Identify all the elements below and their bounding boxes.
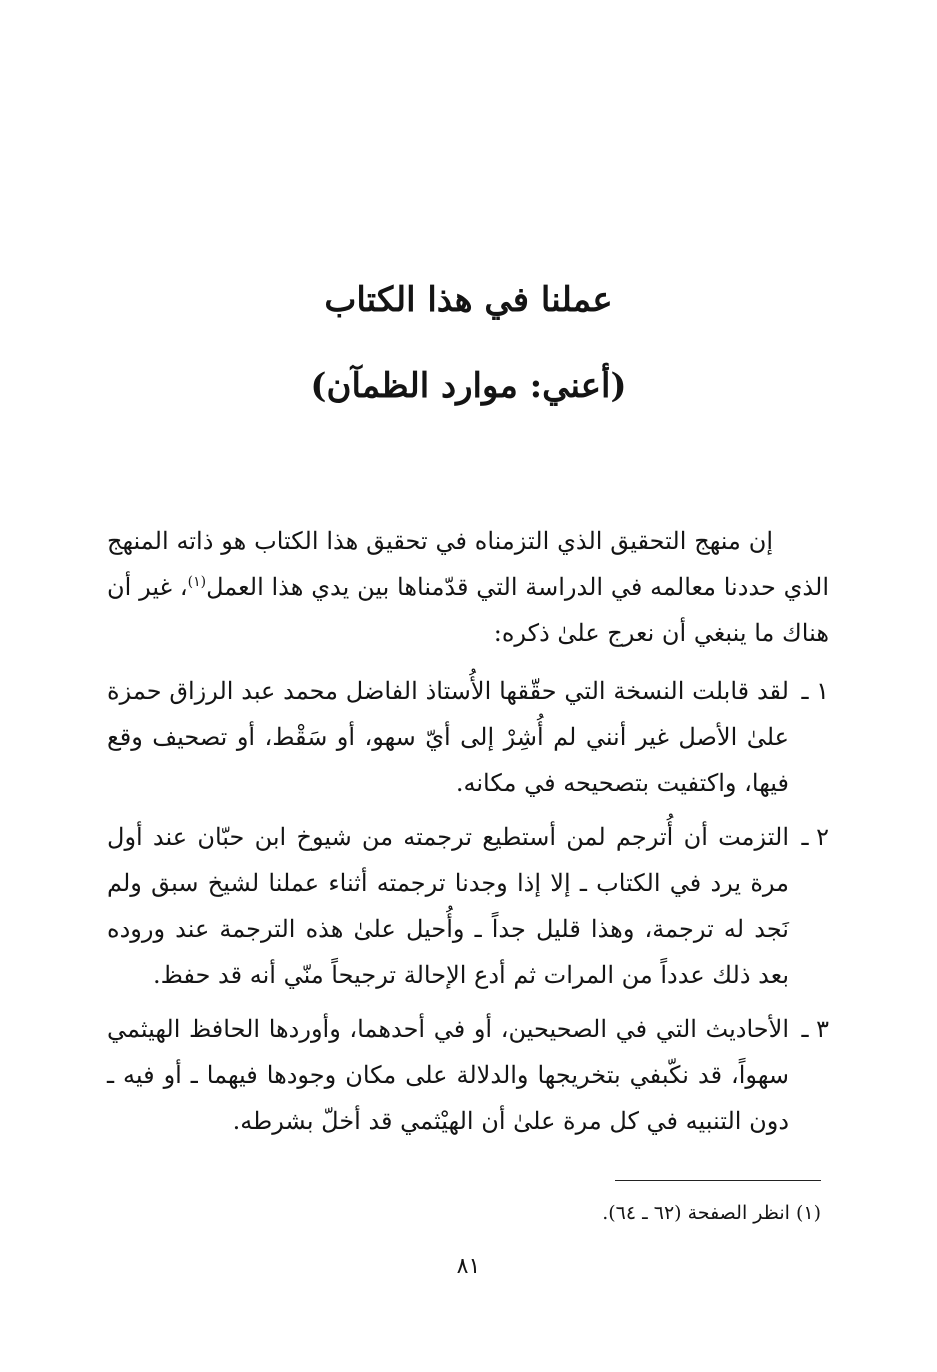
intro-paragraph bbox=[107, 518, 829, 656]
list-item-text: لقد قابلت النسخة التي حقّقها الأُستاذ الفاضل محمد عبد الرزاق حمزة علىٰ الأصل غير أنني لم أُشِرْ إلى أيّ سهو، أو سَقْط، أو تصحيف وقع فيها، واكتفيت بتصحيحه في مكانه. bbox=[107, 677, 789, 797]
list-item bbox=[107, 814, 829, 998]
intro-text-end: ، غير أن هناك ما ينبغي أن نعرج علىٰ ذكره: bbox=[107, 573, 829, 647]
page-subtitle: (أعني: موارد الظمآن) bbox=[310, 366, 627, 406]
list-item bbox=[107, 1006, 829, 1144]
list-item-number: ٢ ـ bbox=[801, 823, 829, 851]
numbered-list bbox=[107, 668, 829, 1144]
list-item-text: الأحاديث التي في الصحيحين، أو في أحدهما، وأوردها الحافظ الهيثمي سهواً، قد نكّبفي بتخريجها والدلالة على مكان وجودها فيهما ـ أو فيه ـ دون التنبيه في كل مرة علىٰ أن الهيْثمي قد أخلّ بشرطه. bbox=[107, 1015, 789, 1135]
footnote-reference: (١) bbox=[187, 574, 207, 590]
footnote: (١) انظر الصفحة (٦٢ ـ ٦٤). bbox=[602, 1202, 821, 1224]
page-number: ٨١ bbox=[456, 1254, 481, 1279]
list-item-number: ١ ـ bbox=[801, 677, 829, 705]
page-title: عملنا في هذا الكتاب bbox=[324, 280, 613, 320]
list-item-number: ٣ ـ bbox=[801, 1015, 829, 1043]
list-item bbox=[107, 668, 829, 806]
intro-text-start: إن منهج التحقيق الذي التزمناه في تحقيق هذا الكتاب هو ذاته المنهج الذي حددنا معالمه في الدراسة التي قدّمناها بين يدي هذا العمل bbox=[107, 527, 829, 601]
list-item-text: التزمت أن أُترجم لمن أستطيع ترجمته من شيوخ ابن حبّان عند أول مرة يرد في الكتاب ـ إلا إذا وجدنا ترجمته أثناء عملنا لشيخ سبق ولم نَجد له ترجمة، وهذا قليل جداً ـ وأُحيل علىٰ هذه الترجمة عند وروده بعد ذلك عدداً من المرات ثم أدع الإحالة ترجيحاً منّي أنه قد حفظ. bbox=[107, 823, 789, 989]
footnote-divider bbox=[615, 1180, 821, 1181]
